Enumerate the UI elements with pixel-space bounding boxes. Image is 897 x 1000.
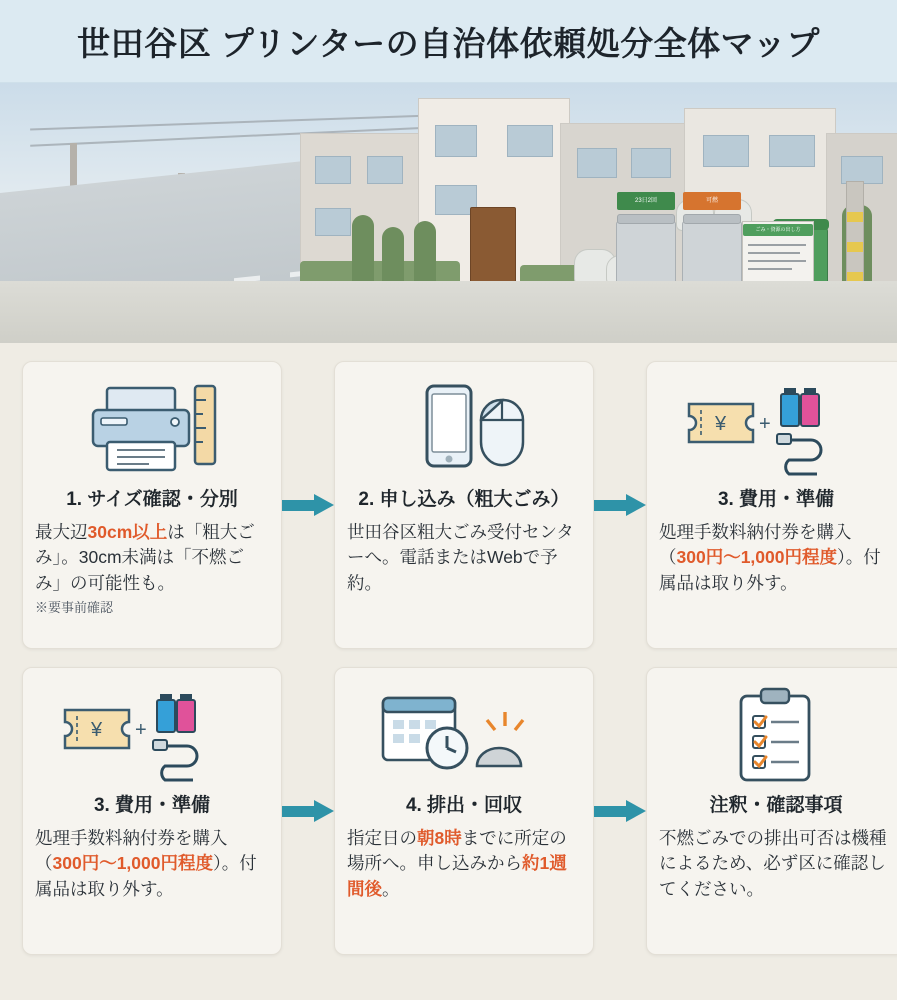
arrow-4-to-5 [282, 667, 334, 955]
window [435, 125, 477, 157]
step-body [347, 826, 581, 902]
body-highlight: 300円〜1,000円程度 [676, 547, 837, 568]
notice-line [748, 268, 792, 270]
window [703, 135, 749, 167]
arrow-5-to-6 [594, 667, 646, 955]
step-title: 3. 費用・準備 [93, 795, 211, 816]
body-text: 最大辺 [35, 522, 88, 542]
calendar-clock-trash-icon [369, 682, 559, 786]
window [631, 148, 671, 178]
body-text: 世田谷区粗大ごみ受付センターへ。電話またはWebで予約。 [347, 522, 574, 593]
svg-text:¥: ¥ [91, 719, 103, 741]
body-text: 指定日の [347, 828, 417, 848]
post-band [847, 242, 863, 252]
body-highlight: 300円〜1,000円程度 [52, 853, 213, 874]
step-title: 2. 申し込み（粗大ごみ） [358, 489, 570, 510]
step-card-4 [22, 667, 282, 955]
notice-line [748, 244, 806, 246]
arrow-right-icon [594, 494, 646, 516]
step-title: 注釈・確認事項 [709, 795, 843, 816]
svg-text:+: + [135, 719, 147, 741]
notice-board-title: ごみ・資源の出し方 [743, 224, 813, 236]
page-header [0, 0, 897, 83]
arrow-right-icon [594, 800, 646, 822]
arrow-2-to-3 [594, 361, 646, 649]
window [841, 156, 883, 184]
window [315, 208, 351, 236]
window [507, 125, 553, 157]
step-card-3 [646, 361, 897, 649]
ticket-and-cartridge-icon [681, 376, 871, 480]
step-title: 4. 排出・回収 [405, 795, 523, 816]
window [577, 148, 617, 178]
step-body [35, 826, 269, 902]
step-card-6 [646, 667, 897, 955]
body-text: ）。付属品は取り外す。 [35, 853, 257, 899]
notice-board [742, 221, 814, 285]
bin-lid [683, 214, 741, 224]
step-card-5 [334, 667, 594, 955]
step-body [347, 520, 581, 596]
recycle-bin [682, 198, 742, 285]
body-highlight: 30cm以上 [87, 522, 168, 542]
window [315, 156, 351, 184]
step-note: ※要事前確認 [35, 600, 114, 616]
notice-line [748, 252, 800, 254]
tree [414, 221, 436, 285]
recycle-bin [616, 198, 676, 285]
step-body [659, 520, 893, 596]
smartphone-and-mouse-icon [389, 376, 539, 480]
tree [382, 227, 404, 285]
step-card-1 [22, 361, 282, 649]
window [769, 135, 815, 167]
step-card-2 [334, 361, 594, 649]
body-text: ）。付属品は取り外す。 [659, 547, 881, 593]
arrow-1-to-2 [282, 361, 334, 649]
body-text: 処理手数料納付券を購入（ [659, 522, 852, 568]
step-body [35, 520, 269, 618]
body-text: 。 [382, 878, 400, 899]
step-body [659, 826, 893, 902]
window [367, 156, 403, 184]
tree [352, 215, 374, 285]
svg-text:+: + [759, 413, 771, 435]
sidewalk [0, 281, 897, 343]
post-band [847, 212, 863, 222]
steps-grid [0, 343, 897, 965]
bin-lid [617, 214, 675, 224]
body-text: 処理手数料納付券を購入（ [35, 828, 228, 874]
hero-illustration [0, 83, 897, 343]
step-title: 3. 費用・準備 [717, 489, 835, 510]
body-text: までに所定の場所へ。申し込みから [347, 828, 567, 874]
svg-text:¥: ¥ [715, 413, 727, 435]
step-title: 1. サイズ確認・分別 [66, 489, 238, 510]
printer-and-ruler-icon [77, 376, 227, 480]
bin-sign: 可燃 [683, 192, 741, 210]
body-text: は「粗大ごみ」。30cm未満は「不燃ごみ」の可能性も。 [35, 522, 255, 593]
body-text: 不燃ごみでの排出可否は機種によるため、必ず区に確認してください。 [659, 828, 887, 899]
body-highlight: 約1週間後 [347, 853, 567, 899]
arrow-right-icon [282, 494, 334, 516]
ticket-and-cartridge-icon [57, 682, 247, 786]
house-door [470, 207, 516, 285]
bin-sign: 23日2回 [617, 192, 675, 210]
page-title: 世田谷区 プリンターの自治体依頼処分全体マップ [77, 24, 820, 62]
body-highlight: 朝8時 [417, 828, 462, 848]
clipboard-checklist-icon [701, 682, 851, 786]
notice-line [748, 260, 806, 262]
arrow-right-icon [282, 800, 334, 822]
